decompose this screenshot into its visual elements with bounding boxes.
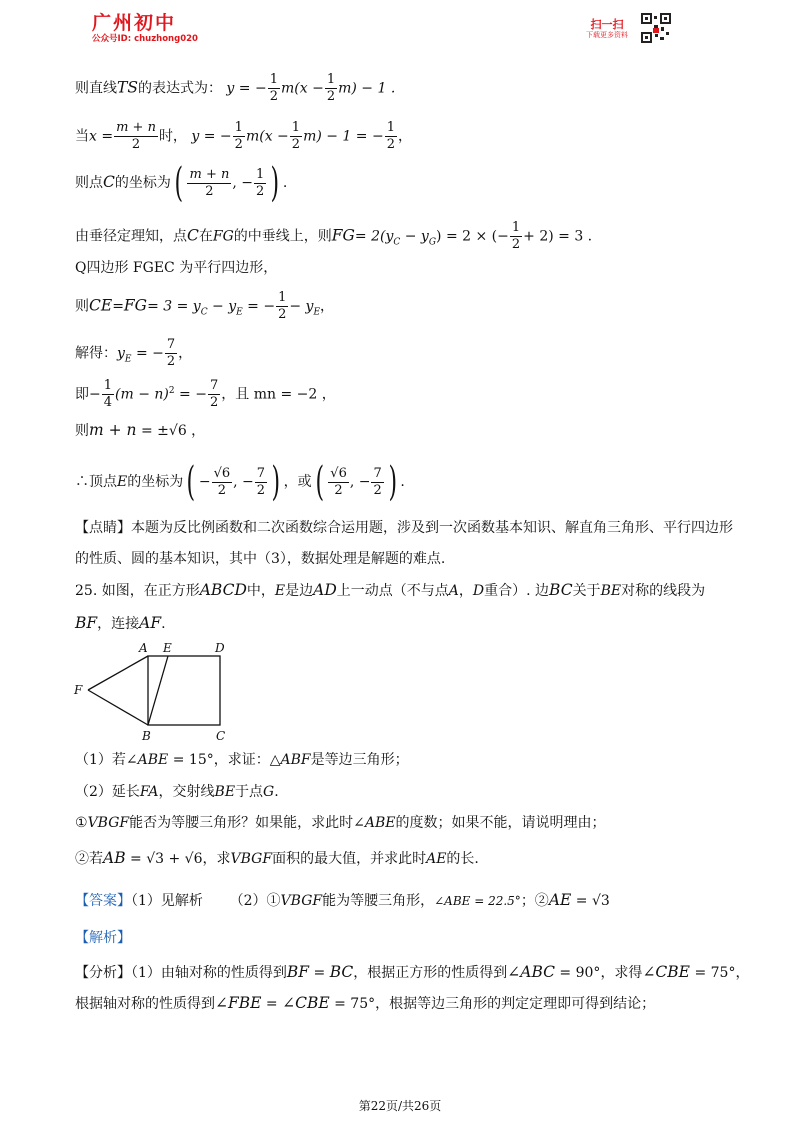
- question-25-line-2: BF，连接AF.: [75, 614, 166, 632]
- segment-af: [88, 656, 148, 690]
- line-7: 解得：$y_E$ = − $\frac{7}{2}$ ，: [75, 337, 193, 369]
- brand-title: 广州初中: [92, 12, 177, 34]
- line-5: Q四边形 FGEC 为平行四边形，: [75, 260, 278, 276]
- label-f: F: [74, 683, 83, 697]
- comment-line-2: 的性质、圆的基本知识，其中（3），数据处理是解题的难点.: [75, 551, 446, 567]
- part-2-sub-2: ②若AB = √3 + √6，求VBGF面积的最大值，并求此时AE的长.: [75, 849, 479, 867]
- scan-block: [576, 18, 638, 40]
- label-e: E: [163, 641, 172, 655]
- label-a: A: [139, 641, 148, 655]
- qr-code-icon[interactable]: [641, 13, 671, 43]
- analysis-line-1: 【分析】（1）由轴对称的性质得到BF = BC，根据正方形的性质得到∠ABC = 90°，求得∠CBE = 75°，: [75, 963, 750, 981]
- comment-line-1: 【点睛】本题为反比例函数和二次函数综合运用题，涉及到一次函数基本知识、解直角三角形、平行四边形: [75, 520, 733, 536]
- scan-caption: 下载更多资料: [586, 31, 628, 39]
- question-25-line-1: 25. 如图，在正方形ABCD中，E是边AD上一动点（不与点A，D重合）. 边BC关于BE对称的线段为: [75, 581, 706, 599]
- page-number: 第22页/共26页: [358, 1099, 442, 1113]
- line-4: 由垂径定理知，点C在FG的中垂线上，则$FG= 2(y_C - y_G) = 2$ × (− $\frac{1}{2}$ + 2) = 3 .: [75, 220, 593, 252]
- part-2: （2）延长FA，交射线BE于点G.: [75, 784, 279, 800]
- line-2: 当x = $\frac{m + n}{2}$ 时， y = − $\frac{1}{2}$ m(x − $\frac{1}{2}$ m) − 1 = − $\frac{1}{2}$ ，: [75, 120, 412, 152]
- label-c: C: [216, 729, 226, 743]
- label-d: D: [215, 641, 225, 655]
- line-1: 则直线TS的表达式为： y = − $\frac{1}{2}$ m(x − $\frac{1}{2}$ m) − 1 .: [75, 72, 396, 104]
- line-3: 则点C的坐标为( $\frac{m + n}{2}$ , − $\frac{1}{2}$ ) .: [75, 160, 288, 206]
- scan-label: 扫一扫: [590, 18, 624, 31]
- line-6: 则$CE=FG= 3 = y_C - y_E$ = − $\frac{1}{2}$ − $y_E$，: [75, 290, 335, 322]
- line-8: 即− $\frac{1}{4}$ $(m - n)^2$ = − $\frac{7}{2}$ ，且 mn = −2 ，: [75, 378, 336, 410]
- analysis-line-2: 根据轴对称的性质得到∠FBE = ∠CBE = 75°，根据等边三角形的判定定理即可得到结论；: [75, 994, 656, 1012]
- part-2-sub-1: ①VBGF能否为等腰三角形？如果能，求此时∠ABE的度数；如果不能，请说明理由；: [75, 815, 606, 831]
- line-9: 则m + n = ±√6 ，: [75, 421, 206, 439]
- label-b: B: [142, 729, 151, 743]
- line-10: ∴顶点E的坐标为( − $\frac{√6}{2}$ , − $\frac{7}{2}$ ) ，或( $\frac{√6}{2}$ , − $\frac{7}{2}$ ) .: [75, 459, 405, 505]
- square-figure: [72, 636, 242, 748]
- brand-logo: [92, 12, 198, 45]
- segment-be: [148, 656, 168, 725]
- square-abcd: [148, 656, 220, 725]
- brand-subtitle: 公众号ID: chuzhong020: [92, 34, 198, 44]
- analysis-heading: 【解析】: [75, 930, 131, 946]
- answer-line: 【答案】（1）见解析 （2）①VBGF能为等腰三角形，∠ABE = 22.5°；②AE = √3: [75, 891, 610, 909]
- part-1: （1）若∠ABE = 15°，求证：△ABF是等边三角形；: [75, 752, 409, 768]
- segment-bf: [88, 690, 148, 725]
